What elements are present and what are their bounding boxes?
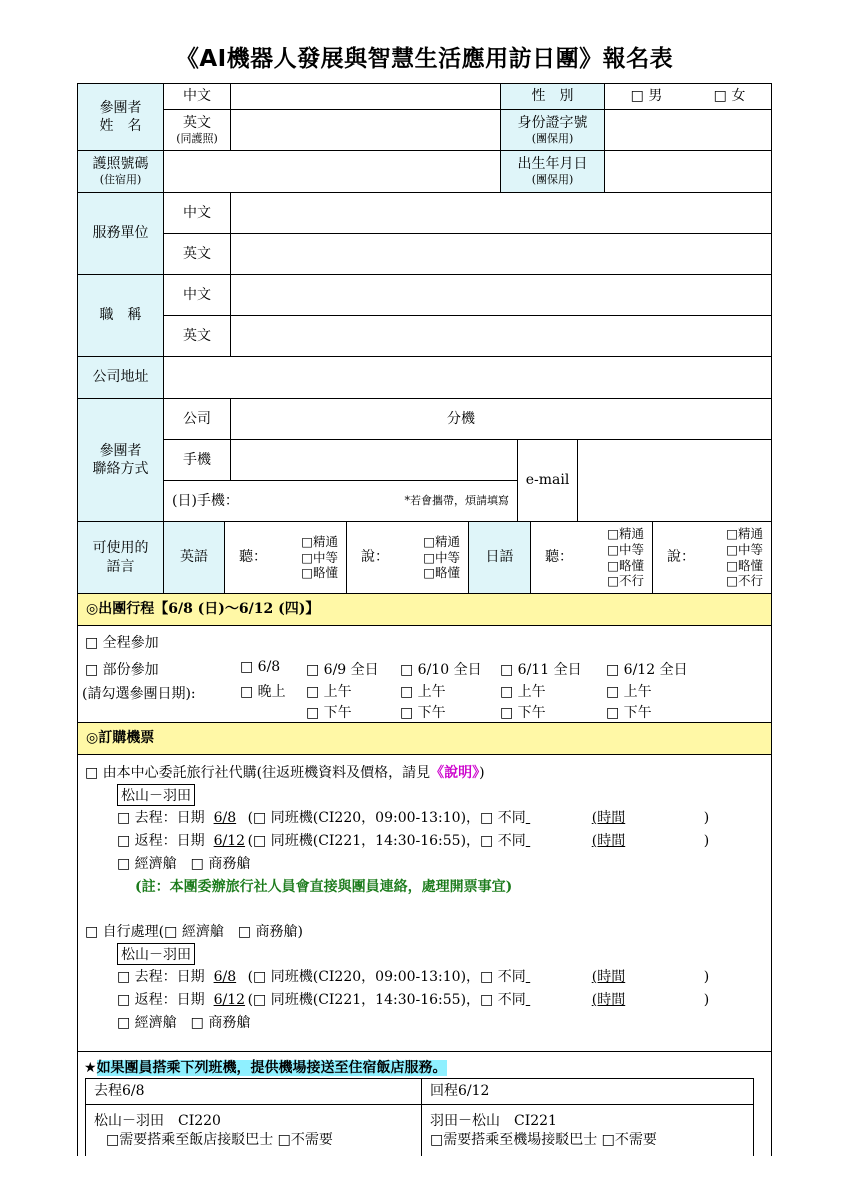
return-flight-2[interactable]: (□ 同班機(CI221，14:30-16:55)，□ 不同 (247, 992, 526, 1008)
shuttle-header: 如果團員搭乘下列班機，提供機場接送至住宿飯店服務。 (96, 1060, 447, 1076)
return-date-1: 6/12 (213, 833, 246, 849)
outbound-date-1: 6/8 (213, 810, 237, 826)
outbound-label-1[interactable]: □ 去程：日期 (117, 810, 205, 826)
return-date-2: 6/12 (213, 992, 246, 1008)
shuttle-out-flight: 松山－羽田 CI220 (94, 1113, 221, 1130)
shuttle-out-label: 去程6/8 (85, 1078, 422, 1105)
contact-company-field[interactable] (230, 398, 772, 440)
outbound-other-field-2[interactable] (526, 969, 592, 985)
gender-options (604, 83, 772, 110)
day1-checkbox[interactable]: □ 6/8 (240, 659, 281, 675)
day2-pm-checkbox[interactable]: □ 下午 (306, 705, 352, 721)
outbound-row-2 (117, 966, 709, 986)
day2-am-checkbox[interactable]: □ 上午 (306, 684, 352, 700)
day5-checkbox[interactable]: □ 6/12 全日 (606, 662, 688, 678)
company-unit-label: 服務單位 (77, 192, 164, 275)
lang-en-speak-label: 說： (361, 549, 389, 566)
lang-en-speak-options[interactable]: □精通 □中等 □略懂 (423, 534, 460, 581)
name-zh-field[interactable] (230, 83, 501, 110)
itinerary-partial-checkbox[interactable]: □ 部份參加 (85, 662, 159, 678)
lang-jp-speak-cell (652, 521, 772, 594)
lang-en-listen-cell (224, 521, 347, 594)
name-en-note: (同護照) (176, 131, 218, 145)
gender-label: 性 別 (500, 83, 605, 110)
ticket-agency-label: □ 由本中心委託旅行社代購(往返班機資料及價格，請見 (85, 765, 431, 781)
return-flight-1[interactable]: (□ 同班機(CI221，14:30-16:55)，□ 不同 (247, 833, 526, 849)
itinerary-header: ◎出團行程【6/8 (日)～6/12 (四)】 (77, 593, 772, 626)
return-close-2: ) (703, 992, 710, 1008)
shuttle-ret-cell (421, 1104, 754, 1156)
outbound-flight-2[interactable]: (□ 同班機(CI220，09:00-13:10)，□ 不同 (247, 969, 526, 985)
job-title-label: 職 稱 (77, 274, 164, 357)
outbound-close-2: ) (703, 969, 710, 985)
return-close-1: ) (703, 833, 710, 849)
lang-en-listen-label: 聽： (239, 549, 267, 566)
outbound-other-field-1[interactable] (526, 810, 592, 826)
name-label: 參團者 姓 名 (77, 83, 164, 151)
id-field[interactable] (604, 109, 772, 151)
ticket-agency-option[interactable] (85, 762, 485, 782)
lang-en-speak-cell (346, 521, 469, 594)
return-other-field-1[interactable] (526, 833, 592, 849)
day4-pm-checkbox[interactable]: □ 下午 (500, 705, 546, 721)
passport-label (77, 150, 164, 193)
id-text: 身份證字號 (517, 114, 588, 131)
route-label-1: 松山－羽田 (117, 784, 195, 806)
name-en-text: 英文 (183, 114, 211, 131)
ticket-self-option[interactable]: □ 自行處理(□ 經濟艙 □ 商務艙) (85, 924, 303, 940)
route-label-2: 松山－羽田 (117, 943, 195, 965)
contact-mobile-label: 手機 (163, 439, 231, 481)
day4-checkbox[interactable]: □ 6/11 全日 (500, 662, 582, 678)
itinerary-full-checkbox[interactable]: □ 全程參加 (85, 635, 159, 651)
return-time-label-2[interactable]: (時間 (591, 992, 626, 1008)
day3-checkbox[interactable]: □ 6/10 全日 (400, 662, 482, 678)
name-zh-label: 中文 (163, 83, 231, 110)
outbound-label-2[interactable]: □ 去程：日期 (117, 969, 205, 985)
cabin-class-2[interactable]: □ 經濟艙 □ 商務艙 (117, 1015, 251, 1031)
job-title-zh-field[interactable] (230, 274, 772, 316)
email-label: e-mail (517, 439, 578, 522)
birth-note: (團保用) (531, 173, 574, 187)
shuttle-out-cell (85, 1104, 422, 1156)
day3-pm-checkbox[interactable]: □ 下午 (400, 705, 446, 721)
form-title: 《AI機器人發展與智慧生活應用訪日團》報名表 (175, 46, 674, 72)
birth-label (500, 150, 605, 193)
shuttle-ret-options[interactable]: □需要搭乘至機場接駁巴士 □不需要 (430, 1131, 657, 1148)
language-label: 可使用的 語言 (77, 521, 164, 594)
shuttle-ret-label: 回程6/12 (421, 1078, 754, 1105)
address-field[interactable] (163, 356, 772, 399)
shuttle-header-row (84, 1057, 447, 1077)
company-unit-zh-field[interactable] (230, 192, 772, 234)
company-unit-en-field[interactable] (230, 233, 772, 275)
ticket-explain-link[interactable]: 《說明》 (430, 765, 480, 781)
id-label (500, 109, 605, 151)
contact-jp-mobile-field[interactable] (163, 480, 518, 522)
job-title-zh-label: 中文 (163, 274, 231, 316)
day4-am-checkbox[interactable]: □ 上午 (500, 684, 546, 700)
gender-male-checkbox[interactable]: □ 男 (630, 88, 663, 105)
day5-pm-checkbox[interactable]: □ 下午 (606, 705, 652, 721)
shuttle-out-options[interactable]: □需要搭乘至飯店接駁巴士 □不需要 (106, 1131, 333, 1148)
return-row-1 (117, 830, 709, 850)
address-label: 公司地址 (77, 356, 164, 399)
return-other-field-2[interactable] (526, 992, 592, 1008)
outbound-flight-1[interactable]: (□ 同班機(CI220，09:00-13:10)，□ 不同 (247, 810, 526, 826)
outbound-time-label-1[interactable]: (時間 (591, 810, 626, 826)
outbound-close-1: ) (703, 810, 710, 826)
return-label-2[interactable]: □ 返程：日期 (117, 992, 205, 1008)
contact-jp-note: *若會攜帶，煩請填寫 (404, 493, 509, 507)
lang-jp-speak-label: 說： (667, 549, 695, 566)
passport-note: (住宿用) (99, 173, 142, 187)
contact-ext-label: 分機 (447, 410, 475, 427)
contact-company-label: 公司 (163, 398, 231, 440)
birth-field[interactable] (604, 150, 772, 193)
lang-en-listen-options[interactable]: □精通 □中等 □略懂 (301, 534, 338, 581)
day2-checkbox[interactable]: □ 6/9 全日 (306, 662, 379, 678)
lang-english-label: 英語 (163, 521, 225, 594)
outbound-date-2: 6/8 (213, 969, 237, 985)
cabin-class-1[interactable]: □ 經濟艙 □ 商務艙 (117, 856, 251, 872)
birth-text: 出生年月日 (517, 156, 588, 173)
company-unit-en-label: 英文 (163, 233, 231, 275)
shuttle-ret-flight: 羽田－松山 CI221 (430, 1113, 557, 1130)
contact-mobile-field[interactable] (230, 439, 518, 481)
job-title-en-label: 英文 (163, 315, 231, 357)
passport-text: 護照號碼 (92, 156, 149, 173)
ticket-note: (註：本團委辦旅行社人員會直接與團員連絡，處理開票事宜) (135, 879, 513, 895)
outbound-row-1 (117, 807, 709, 827)
lang-jp-listen-label: 聽： (545, 549, 573, 566)
return-time-label-1[interactable]: (時間 (591, 833, 626, 849)
email-field[interactable] (577, 439, 772, 522)
lang-jp-speak-options[interactable]: □精通 □中等 □略懂 □不行 (726, 526, 763, 589)
contact-label: 參團者 聯絡方式 (77, 398, 164, 522)
day5-am-checkbox[interactable]: □ 上午 (606, 684, 652, 700)
lang-japanese-label: 日語 (468, 521, 531, 594)
itinerary-partial-note: (請勾選參團日期): (82, 686, 196, 702)
name-en-field[interactable] (230, 109, 501, 151)
contact-jp-mobile-label: (日)手機： (172, 492, 239, 509)
ticket-header: ◎訂購機票 (77, 722, 772, 755)
outbound-time-label-2[interactable]: (時間 (591, 969, 626, 985)
job-title-en-field[interactable] (230, 315, 772, 357)
day1-evening-checkbox[interactable]: □ 晚上 (240, 684, 286, 700)
gender-female-checkbox[interactable]: □ 女 (713, 88, 746, 105)
ticket-agency-close: ) (479, 765, 485, 781)
lang-jp-listen-options[interactable]: □精通 □中等 □略懂 □不行 (607, 526, 644, 589)
name-en-label (163, 109, 231, 151)
star-icon: ★ (84, 1060, 97, 1076)
passport-field[interactable] (163, 150, 501, 193)
return-label-1[interactable]: □ 返程：日期 (117, 833, 205, 849)
day3-am-checkbox[interactable]: □ 上午 (400, 684, 446, 700)
company-unit-zh-label: 中文 (163, 192, 231, 234)
id-note: (團保用) (531, 131, 574, 145)
return-row-2 (117, 989, 709, 1009)
lang-jp-listen-cell (530, 521, 653, 594)
